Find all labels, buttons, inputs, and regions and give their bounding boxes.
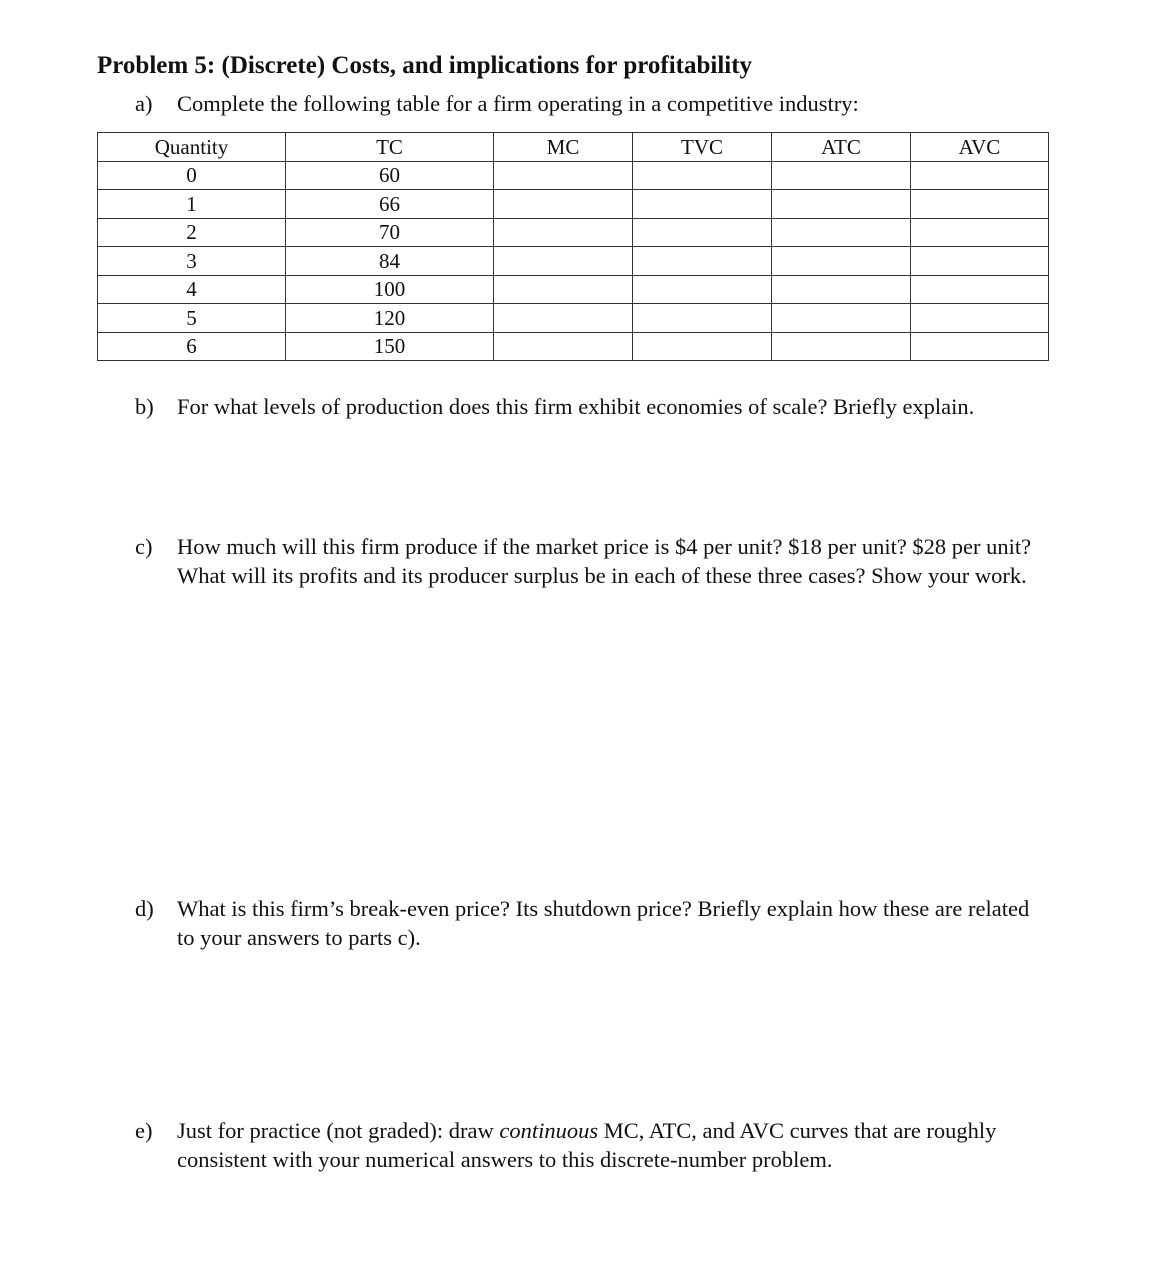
tc-cell: 66 [286,190,494,219]
atc-cell[interactable] [772,190,911,219]
question-d-label: d) [135,896,154,921]
quantity-cell: 0 [98,161,286,190]
question-a-label: a) [135,91,153,116]
tvc-cell[interactable] [633,161,772,190]
avc-cell[interactable] [911,218,1049,247]
question-c-label: c) [135,534,153,559]
question-b-label: b) [135,394,154,419]
tvc-cell[interactable] [633,304,772,333]
question-e-text-before: Just for practice (not graded): draw [177,1118,500,1143]
tc-cell: 70 [286,218,494,247]
avc-cell[interactable] [911,332,1049,361]
mc-cell[interactable] [494,190,633,219]
question-a-text: Complete the following table for a firm operating in a competitive industry: [177,91,859,116]
problem-title: Problem 5: (Discrete) Costs, and implications for profitability [97,52,753,79]
tc-cell: 120 [286,304,494,333]
avc-cell[interactable] [911,247,1049,276]
table-row [98,332,1049,361]
atc-cell[interactable] [772,332,911,361]
mc-cell[interactable] [494,161,633,190]
atc-cell[interactable] [772,275,911,304]
tc-cell: 84 [286,247,494,276]
mc-cell[interactable] [494,247,633,276]
quantity-cell: 6 [98,332,286,361]
mc-cell[interactable] [494,275,633,304]
avc-cell[interactable] [911,275,1049,304]
header-avc: AVC [911,133,1049,162]
atc-cell[interactable] [772,304,911,333]
question-e-text-after: MC, ATC, and AVC curves that are roughly consistent with your numerical answers to this discrete-number problem. [177,1118,997,1172]
avc-cell[interactable] [911,161,1049,190]
question-d-text: What is this firm’s break-even price? Its shutdown price? Briefly explain how these are related to your answers to parts c). [177,896,1030,950]
table-row [98,190,1049,219]
atc-cell[interactable] [772,161,911,190]
mc-cell[interactable] [494,218,633,247]
cost-table [97,132,1049,361]
tvc-cell[interactable] [633,218,772,247]
question-b-text: For what levels of production does this firm exhibit economies of scale? Briefly explain. [177,394,975,419]
header-mc: MC [494,133,633,162]
quantity-cell: 5 [98,304,286,333]
question-c-text: How much will this firm produce if the market price is $4 per unit? $18 per unit? $28 per unit? What will its profits and its producer surplus be in each of these three cases? Show your work. [177,534,1032,588]
atc-cell[interactable] [772,218,911,247]
atc-cell[interactable] [772,247,911,276]
tvc-cell[interactable] [633,247,772,276]
quantity-cell: 1 [98,190,286,219]
header-tc: TC [286,133,494,162]
mc-cell[interactable] [494,304,633,333]
table-row [98,275,1049,304]
table-header-row [98,133,1049,162]
header-tvc: TVC [633,133,772,162]
question-e-emphasis: continuous [499,1118,599,1143]
table-row [98,304,1049,333]
quantity-cell: 3 [98,247,286,276]
quantity-cell: 2 [98,218,286,247]
tvc-cell[interactable] [633,275,772,304]
mc-cell[interactable] [494,332,633,361]
question-e-label: e) [135,1118,153,1143]
tvc-cell[interactable] [633,332,772,361]
avc-cell[interactable] [911,190,1049,219]
tvc-cell[interactable] [633,190,772,219]
question-e-text [177,1117,1037,1174]
table-row [98,247,1049,276]
table-row [98,218,1049,247]
tc-cell: 150 [286,332,494,361]
quantity-cell: 4 [98,275,286,304]
header-quantity: Quantity [98,133,286,162]
avc-cell[interactable] [911,304,1049,333]
tc-cell: 100 [286,275,494,304]
header-atc: ATC [772,133,911,162]
tc-cell: 60 [286,161,494,190]
table-row [98,161,1049,190]
